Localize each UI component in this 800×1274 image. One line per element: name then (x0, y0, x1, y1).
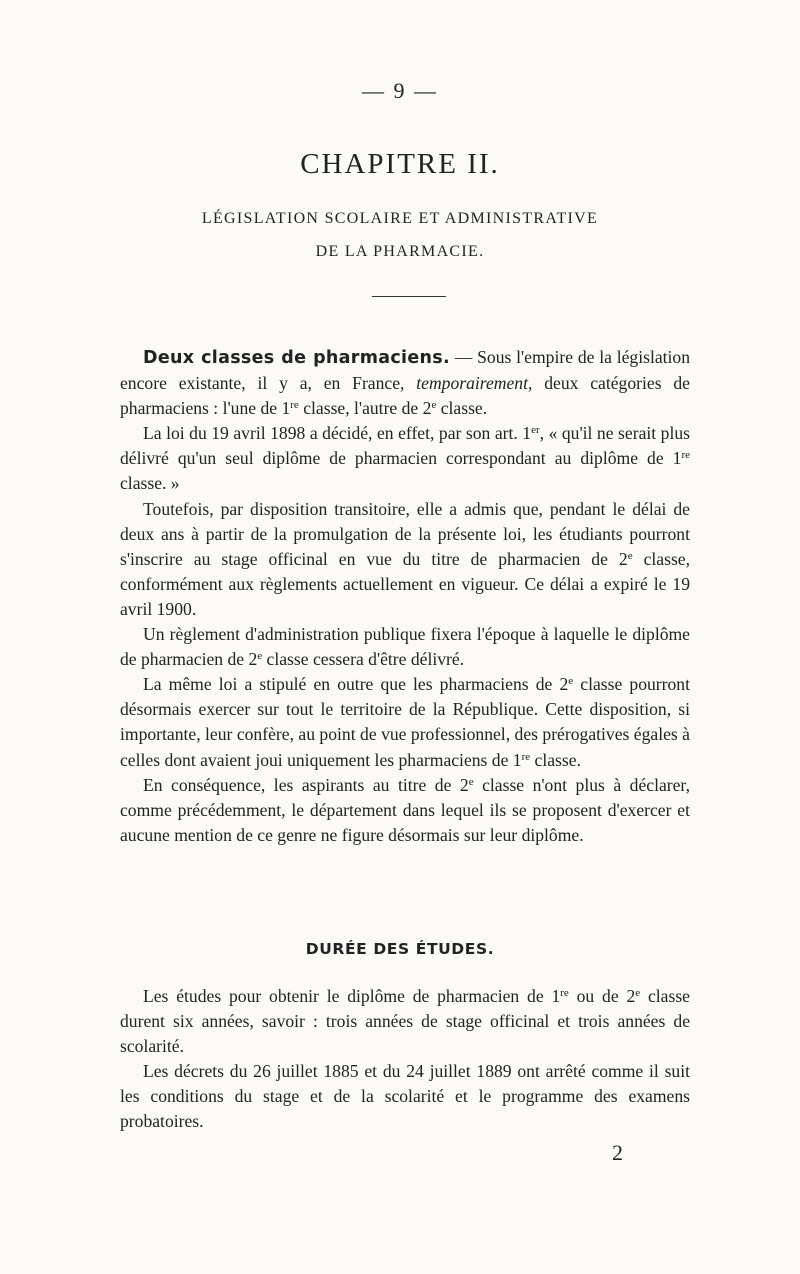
paragraph (120, 672, 690, 772)
signature-mark: 2 (612, 1140, 623, 1165)
text: classe, l'autre de 2 (298, 398, 432, 419)
paragraph (120, 984, 690, 1059)
superscript: e (257, 650, 263, 663)
paragraph (120, 497, 690, 622)
section-two-classes (120, 345, 690, 848)
paragraph (120, 345, 690, 421)
paragraph (120, 622, 690, 672)
paragraph (120, 421, 690, 496)
text: , « qu'il ne serait plus délivré qu'un seul diplôme de pharmacien correspondant au diplôme de 1 (120, 423, 690, 469)
superscript: re (560, 987, 569, 999)
emphasis-text: temporairement (416, 373, 528, 394)
superscript: e (635, 987, 641, 999)
text: La même loi a stipulé en outre que les pharmaciens de 2 (143, 674, 569, 695)
section-study-duration (120, 984, 690, 1135)
text: Un règlement d'administration publique fixera l'époque à laquelle le diplôme de pharmacien de 2 (120, 624, 690, 670)
text: La loi du 19 avril 1898 a décidé, en effet, par son art. 1 (143, 423, 532, 444)
chapter-subtitle-line2: DE LA PHARMACIE. (315, 243, 485, 260)
superscript: er (531, 424, 540, 437)
paragraph: Les décrets du 26 juillet 1885 et du 24 juillet 1889 ont arrêté comme il suit les conditions du stage et de la scolarité et le programme des examens probatoires. (120, 1061, 690, 1132)
superscript: re (681, 449, 690, 462)
text: classe pourront désormais exercer sur tout le territoire de la République. Cette disposition, si importante, leur confère, au point de vue professionnel, des prérogatives égales à celles dont avaient joui uniquement les pharmaciens de 1 (120, 674, 690, 770)
section-divider (372, 296, 446, 297)
superscript: e (568, 675, 574, 688)
text: classe cessera d'être délivré. (262, 649, 465, 670)
text: Toutefois, par disposition transitoire, elle a admis que, pendant le délai de deux ans à partir de la promulgation de la présente loi, les étudiants pourront s'inscrire au stage officinal en vue du titre de pharmacien de 2 (120, 498, 690, 569)
text: classe. (436, 398, 488, 419)
text: classe. » (120, 473, 180, 494)
text: classe, conformément aux règlements actuellement en vigueur. Ce délai a expiré le 19 avril 1900. (120, 548, 691, 619)
superscript: e (468, 775, 474, 788)
superscript: re (521, 750, 531, 763)
text: classe. (530, 749, 581, 770)
text: classe durent six années, savoir : trois années de stage officinal et trois années de scolarité. (120, 986, 690, 1057)
text: En conséquence, les aspirants au titre de 2 (143, 774, 469, 795)
superscript: e (627, 549, 633, 562)
text: , deux catégories de pharmaciens : l'une de 1 (120, 373, 690, 419)
text: classe n'ont plus à déclarer, comme précédemment, le département dans lequel ils se proposent d'exercer et aucune mention de ce genre ne figure désormais sur leur diplôme. (120, 774, 690, 845)
chapter-subtitle-line1: LÉGISLATION SCOLAIRE ET ADMINISTRATIVE (201, 210, 599, 227)
text: ou de 2 (568, 986, 636, 1006)
text: Les études pour obtenir le diplôme de pharmacien de 1 (143, 986, 561, 1006)
chapter-title: CHAPITRE II. (300, 148, 500, 180)
page-number: — 9 — (362, 78, 438, 103)
text: — Sous l'empire de la législation encore existante, il y a, en France, (120, 347, 691, 394)
section-heading-duration: DURÉE DES ÉTUDES. (305, 940, 495, 958)
paragraph (120, 773, 690, 848)
section-heading: Deux classes de pharmaciens. (143, 348, 450, 368)
superscript: e (431, 399, 437, 412)
superscript: re (290, 399, 299, 412)
